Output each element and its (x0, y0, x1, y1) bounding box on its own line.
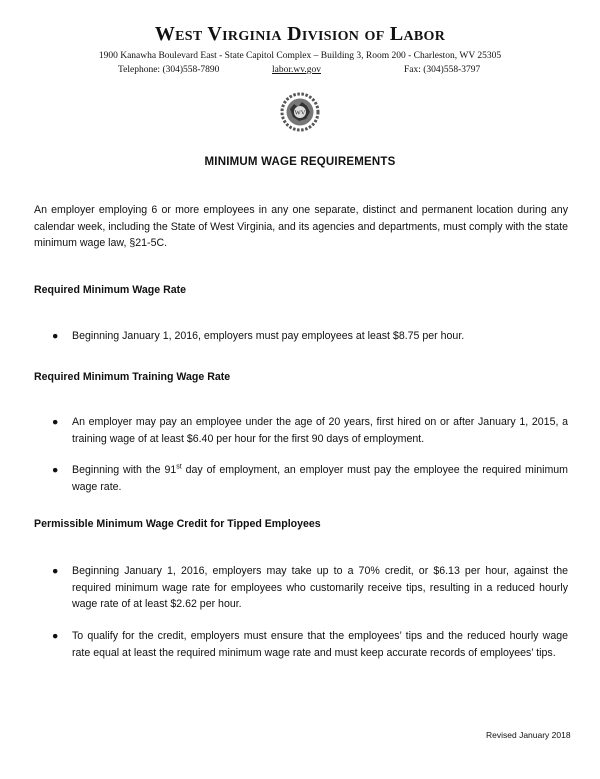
agency-telephone: Telephone: (304)558-7890 (118, 65, 220, 75)
list-item: ● Beginning January 1, 2016, employers must pay employees at least $8.75 per hour. (52, 328, 568, 345)
section-heading-minimum-wage: Required Minimum Wage Rate (34, 284, 187, 296)
bullet-icon: ● (52, 464, 59, 476)
bullet-icon: ● (52, 416, 59, 428)
document-title: MINIMUM WAGE REQUIREMENTS (204, 156, 396, 168)
revision-date: Revised January 2018 (486, 730, 571, 740)
seal-initials: WV (294, 109, 306, 117)
division-seal-icon (280, 92, 320, 132)
bullet-icon: ● (52, 330, 59, 342)
agency-address: 1900 Kanawha Boulevard East - State Capitol Complex – Building 3, Room 200 - Charleston, WV 25305 (98, 51, 502, 61)
agency-name: West Virginia Division of Labor (154, 23, 446, 45)
agency-website-link[interactable]: labor.wv.gov (272, 65, 321, 75)
bullet-icon: ● (52, 630, 59, 642)
section-heading-tip-credit: Permissible Minimum Wage Credit for Tipped Employees (34, 518, 321, 530)
section-heading-training-wage: Required Minimum Training Wage Rate (34, 371, 231, 383)
list-item: ● To qualify for the credit, employers must ensure that the employees’ tips and the reduced hourly wage rate equal at least the required minimum wage rate and must keep accurate records of employees’ tips. (52, 630, 568, 659)
list-item: ● An employer may pay an employee under the age of 20 years, first hired on or after January 1, 2015, a training wage of at least $6.40 per hour for the first 90 days of employment. (52, 416, 568, 445)
list-item: ● Beginning January 1, 2016, employers may take up to a 70% credit, or $6.13 per hour, against the required minimum wage rate for employees who customarily receive tips, resulting in a reduced hourly wage rate of at least $2.62 per hour. (52, 565, 568, 610)
bullet-icon: ● (52, 565, 59, 577)
agency-fax: Fax: (304)558-3797 (404, 65, 481, 75)
list-item: ● Beginning with the 91st day of employment, an employer must pay the employee the required minimum wage rate. (52, 463, 568, 493)
intro-paragraph: An employer employing 6 or more employees in any one separate, distinct and permanent location during any calendar week, including the State of West Virginia, and its agencies and departments, must comply with the state minimum wage law, §21-5C. (34, 204, 568, 249)
